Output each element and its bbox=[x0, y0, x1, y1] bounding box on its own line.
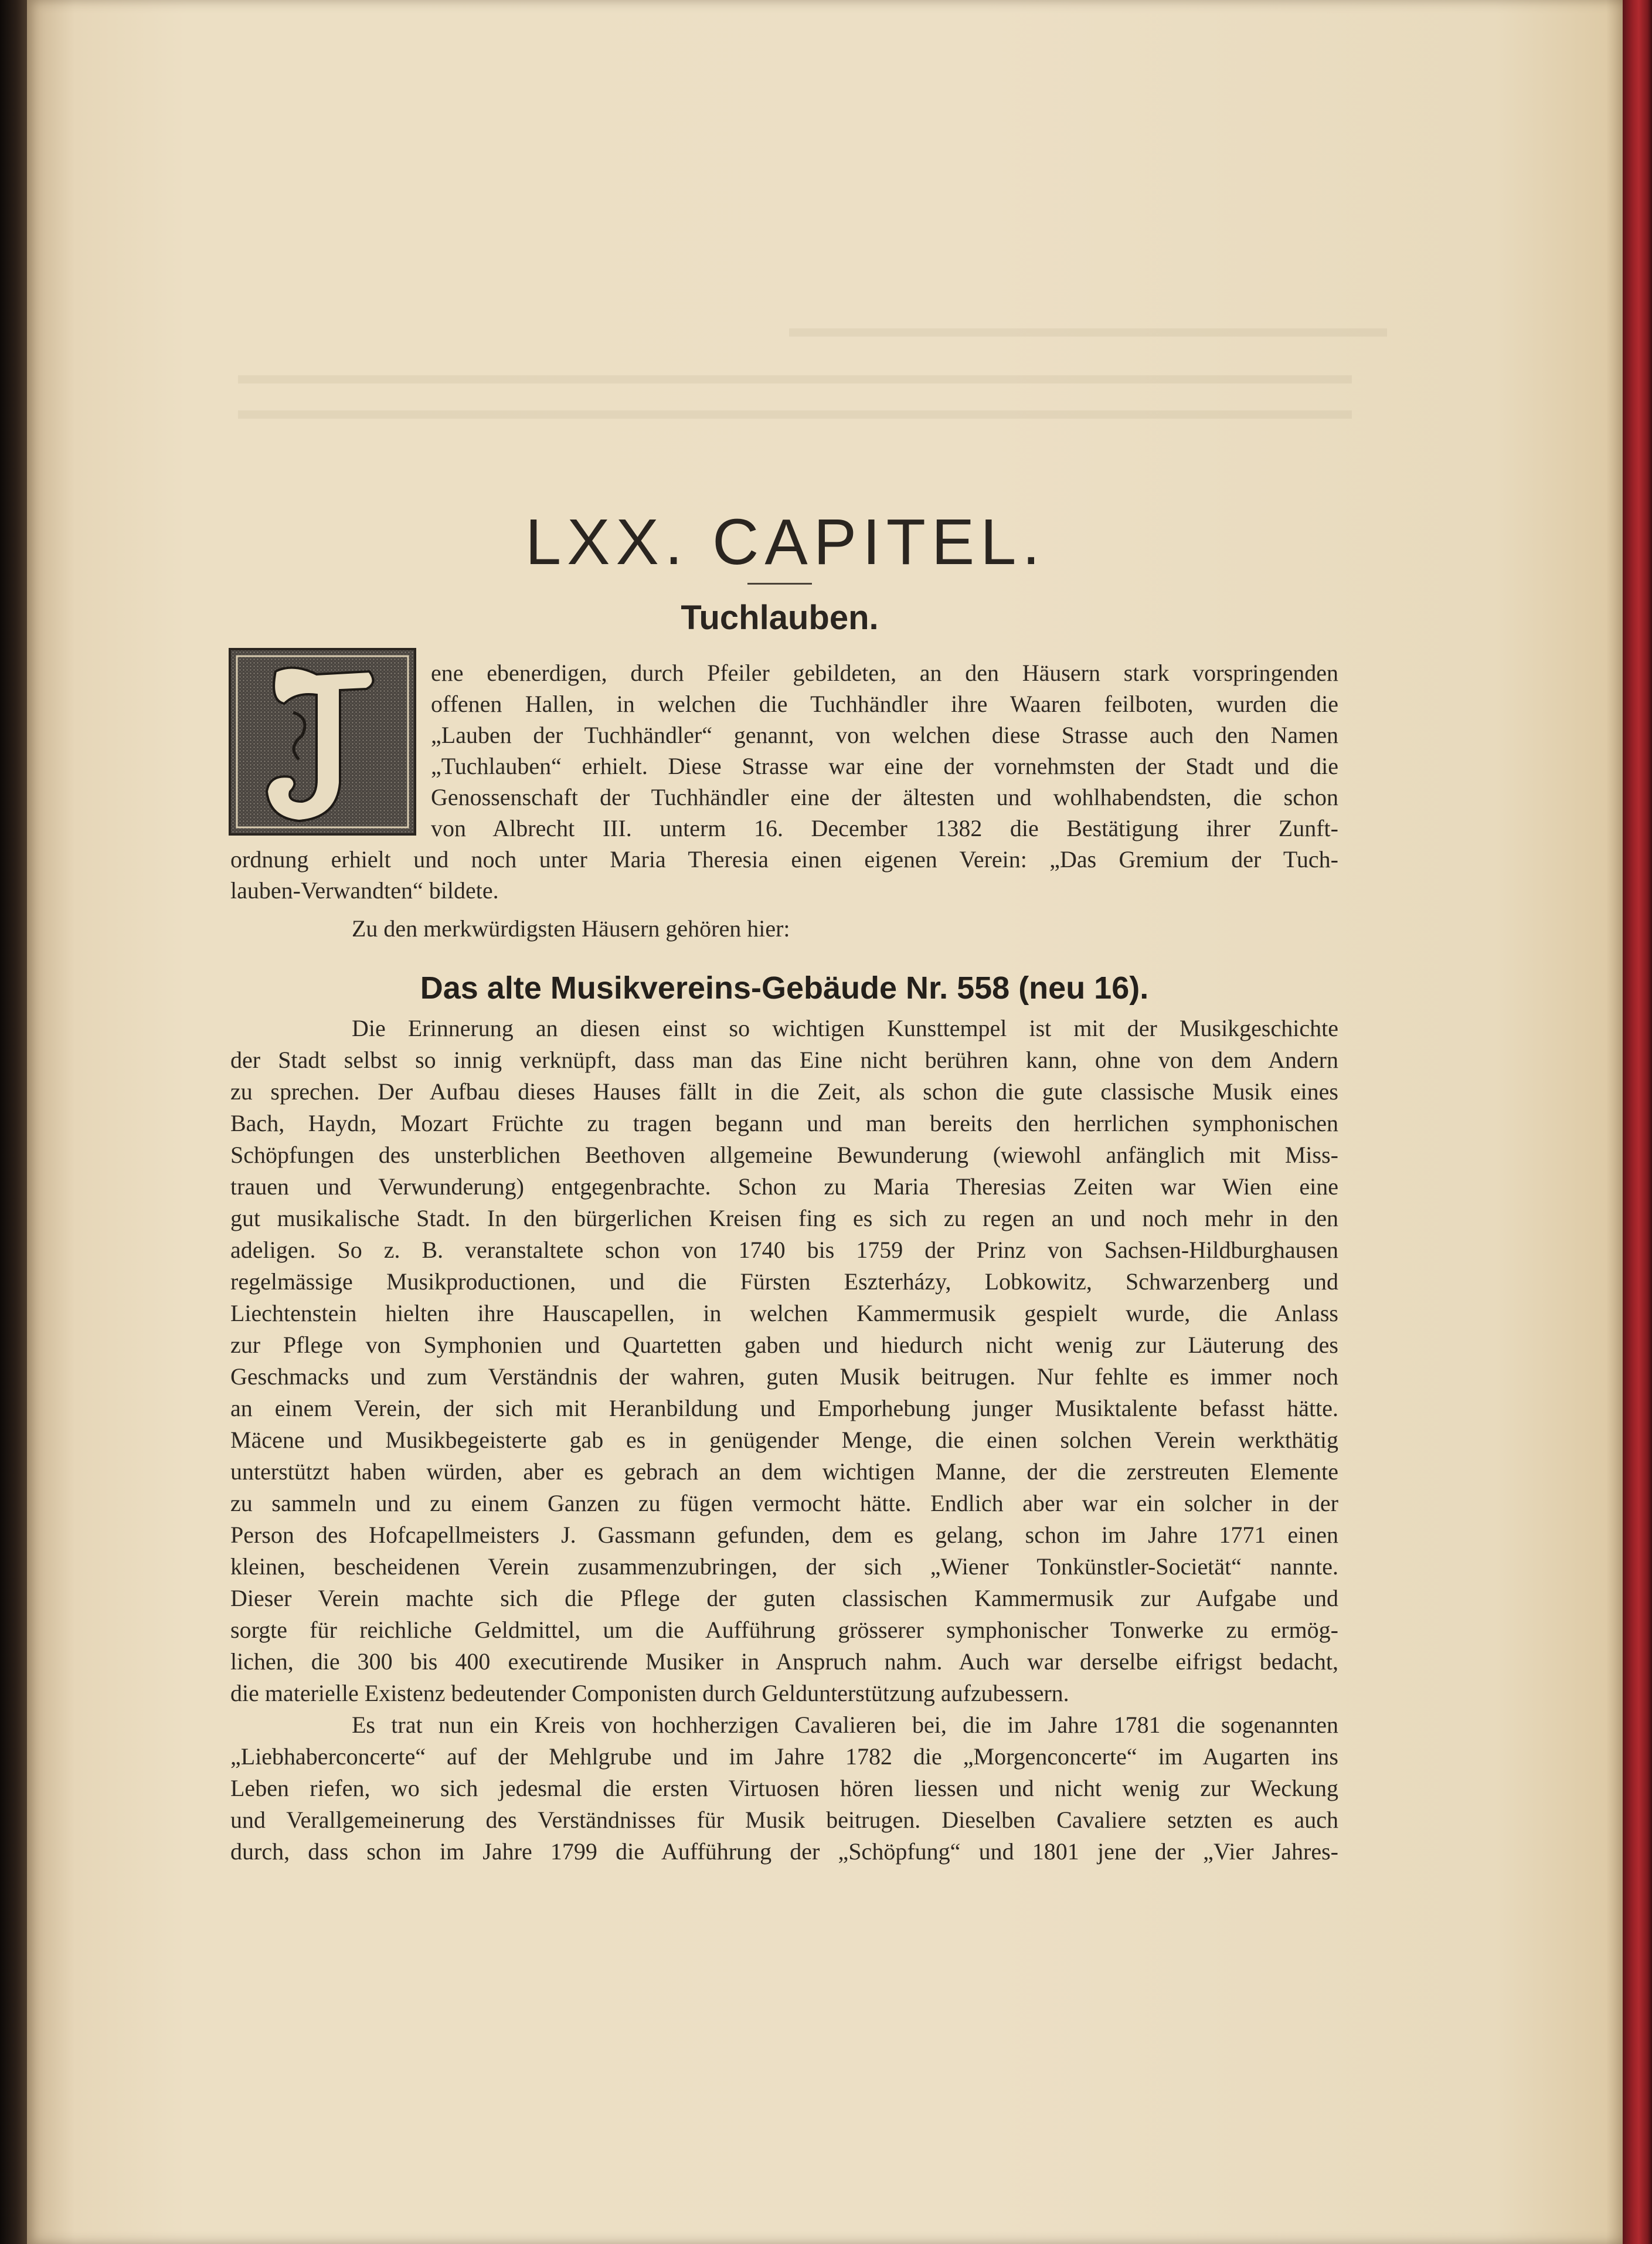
paragraph-line: Person des Hofcapellmeisters J. Gassmann gefunden, dem es gelang, schon im Jahre 1771 einen bbox=[230, 1522, 1338, 1548]
intro-line: lauben-Verwandten“ bildete. bbox=[230, 877, 499, 904]
paragraph-line: regelmässige Musikproductionen, und die Fürsten Eszterházy, Lobkowitz, Schwarzenberg und bbox=[230, 1268, 1338, 1295]
intro-line: „Tuchlauben“ erhielt. Diese Strasse war eine der vornehmsten der Stadt und die bbox=[431, 753, 1338, 779]
chapter-title: LXX. CAPITEL. bbox=[525, 506, 1046, 578]
intro-line: Genossenschaft der Tuchhändler eine der ältesten und wohlhabendsten, die schon bbox=[431, 784, 1338, 810]
paragraph-line: gut musikalische Stadt. In den bürgerlichen Kreisen fing es sich zu regen an und noch mehr in den bbox=[230, 1205, 1338, 1231]
title-divider bbox=[747, 583, 812, 585]
paragraph-line: zur Pflege von Symphonien und Quartetten gaben und hiedurch nicht wenig zur Läuterung des bbox=[230, 1332, 1338, 1358]
intro-line: von Albrecht III. unterm 16. December 1382 die Bestätigung ihrer Zunft- bbox=[431, 815, 1338, 841]
paragraph-line: Leben riefen, wo sich jedesmal die ersten Virtuosen hören liessen und nicht wenig zur Weckung bbox=[230, 1775, 1338, 1801]
paragraph-line: kleinen, bescheidenen Verein zusammenzubringen, der sich „Wiener Tonkünstler-Societät“ nannte. bbox=[230, 1553, 1338, 1580]
paragraph-line: durch, dass schon im Jahre 1799 die Aufführung der „Schöpfung“ und 1801 jene der „Vier Jahres- bbox=[230, 1838, 1338, 1865]
paragraph-line: der Stadt selbst so innig verknüpft, dass man das Eine nicht berühren kann, ohne von dem Andern bbox=[230, 1047, 1338, 1073]
paragraph-line: Die Erinnerung an diesen einst so wichtigen Kunsttempel ist mit der Musikgeschichte bbox=[352, 1015, 1338, 1041]
paragraph-line: „Liebhaberconcerte“ auf der Mehlgrube und im Jahre 1782 die „Morgenconcerte“ im Augarten ins bbox=[230, 1743, 1338, 1770]
intro-line: ene ebenerdigen, durch Pfeiler gebildeten, an den Häusern stark vorspringenden bbox=[431, 660, 1338, 686]
paragraph-line: Schöpfungen des unsterblichen Beethoven allgemeine Bewunderung (wiewohl anfänglich mit Miss- bbox=[230, 1142, 1338, 1168]
paragraph-line: an einem Verein, der sich mit Heranbildung und Emporhebung junger Musiktalente befasst hätte. bbox=[230, 1395, 1338, 1421]
book-binding-left bbox=[0, 0, 27, 2244]
intro-line: ordnung erhielt und noch unter Maria Theresia einen eigenen Verein: „Das Gremium der Tuch- bbox=[230, 846, 1338, 873]
paragraph-line: Liechtenstein hielten ihre Hauscapellen, in welchen Kammermusik gespielt wurde, die Anlass bbox=[230, 1300, 1338, 1326]
intro-line: „Lauben der Tuchhändler“ genannt, von welchen diese Strasse auch den Namen bbox=[431, 722, 1338, 748]
page-edge-shadow bbox=[1606, 0, 1623, 2244]
paragraph-line: Bach, Haydn, Mozart Früchte zu tragen begann und man bereits den herrlichen symphonischen bbox=[230, 1110, 1338, 1136]
paragraph-line: trauen und Verwunderung) entgegenbrachte. Schon zu Maria Theresias Zeiten war Wien eine bbox=[230, 1173, 1338, 1200]
paragraph-line: Mäcene und Musikbegeisterte gab es in genügender Menge, die einen solchen Verein werkthätig bbox=[230, 1427, 1338, 1453]
paragraph-line: die materielle Existenz bedeutender Componisten durch Geldunterstützung aufzubessern. bbox=[230, 1680, 1069, 1706]
intro-line: offenen Hallen, in welchen die Tuchhändler ihre Waaren feilboten, wurden die bbox=[431, 691, 1338, 717]
paragraph-line: adeligen. So z. B. veranstaltete schon von 1740 bis 1759 der Prinz von Sachsen-Hildburghausen bbox=[230, 1237, 1338, 1263]
paragraph-line: Geschmacks und zum Verständnis der wahren, guten Musik beitrugen. Nur fehlte es immer noch bbox=[230, 1363, 1338, 1390]
paragraph-line: Dieser Verein machte sich die Pflege der guten classischen Kammermusik zur Aufgabe und bbox=[230, 1585, 1338, 1611]
paragraph-line: unterstützt haben würden, aber es gebrach an dem wichtigen Manne, der die zerstreuten Elemente bbox=[230, 1458, 1338, 1485]
show-through-text bbox=[238, 375, 1352, 383]
chapter-subtitle: Tuchlauben. bbox=[681, 599, 879, 637]
paragraph-line: zu sprechen. Der Aufbau dieses Hauses fällt in die Zeit, als schon die gute classische Musik eines bbox=[230, 1078, 1338, 1105]
paragraph-line: zu sammeln und zu einem Ganzen zu fügen vermocht hätte. Endlich aber war ein solcher in der bbox=[230, 1490, 1338, 1516]
book-cover-edge bbox=[1623, 0, 1652, 2244]
section-heading: Das alte Musikvereins-Gebäude Nr. 558 (neu 16). bbox=[420, 970, 1149, 1006]
paragraph-line: Es trat nun ein Kreis von hochherzigen Cavalieren bei, die im Jahre 1781 die sogenannten bbox=[352, 1712, 1338, 1738]
paragraph-line: sorgte für reichliche Geldmittel, um die Aufführung grösserer symphonischer Tonwerke zu ermög- bbox=[230, 1617, 1338, 1643]
paragraph-line: und Verallgemeinerung des Verständnisses für Musik beitrugen. Dieselben Cavaliere setzten es auch bbox=[230, 1807, 1338, 1833]
show-through-text bbox=[238, 410, 1352, 419]
intro-closing: Zu den merkwürdigsten Häusern gehören hier: bbox=[352, 915, 790, 942]
show-through-text bbox=[789, 328, 1387, 337]
paragraph-line: lichen, die 300 bis 400 executirende Musiker in Anspruch nahm. Auch war derselbe eifrigst bedacht, bbox=[230, 1648, 1338, 1675]
ornamental-initial bbox=[229, 648, 416, 836]
